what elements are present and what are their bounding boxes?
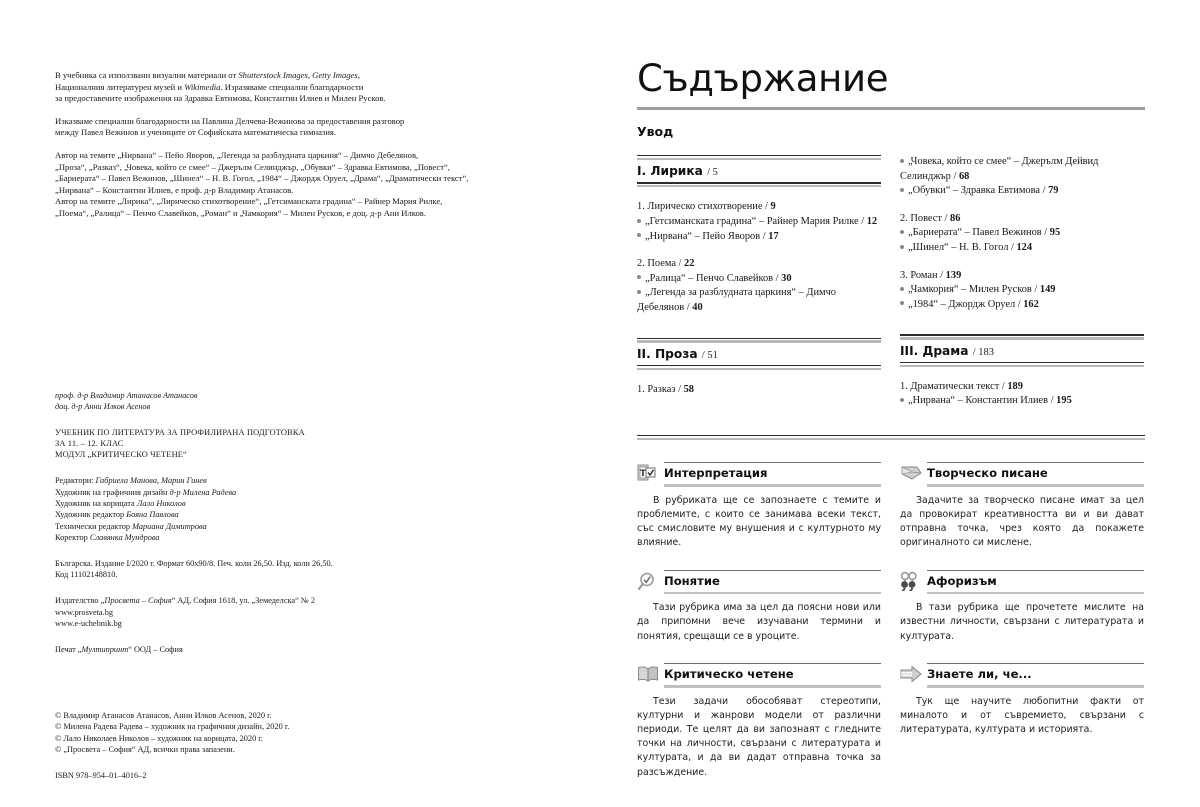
book-with-checkmark-icon: [637, 463, 662, 483]
toc-right-column: [900, 155, 1144, 409]
toc-item-label: „Ралица“ – Пенчо Славейков /: [645, 272, 782, 284]
toc-item[interactable]: [900, 226, 1144, 241]
toc-group: [637, 257, 881, 315]
thanks-paragraph: [55, 116, 525, 139]
toc-item-label: 3. Роман /: [900, 269, 946, 281]
toc-item-label: „Чамкория“ – Милен Русков /: [908, 284, 1040, 296]
bullet-icon: [900, 159, 904, 163]
staff-person: Бояна Павлова: [126, 510, 179, 520]
toc-item-label: „Бариерата“ – Павел Вежинов /: [908, 227, 1050, 239]
table-of-contents-page: [637, 58, 1145, 799]
topic-authors-line-4: „Нирвана“ – Константин Илиев, е проф. д-р Владимир Атанасов.: [55, 184, 294, 195]
rubric-aphorism: [900, 570, 1144, 644]
svg-text:T: T: [639, 469, 647, 480]
toc-item-page: 86: [950, 212, 961, 224]
printer-info: [55, 644, 525, 655]
toc-item-label: „Шинел“ – Н. В. Гогол /: [908, 241, 1017, 253]
rubric-body: В рубриката ще се запознаете с темите и проблемите, с които се занимава всеки текст, със смисловите му внушения и с културното му влияние.: [637, 494, 881, 549]
toc-item[interactable]: [637, 272, 881, 287]
toc-group: [900, 269, 1144, 313]
staff-row: [55, 498, 525, 509]
toc-item-label: „1984“ – Джордж Оруел /: [908, 298, 1024, 310]
section-rule: [900, 362, 1144, 367]
section-rule: [900, 334, 1144, 339]
arrow-right-icon: [900, 664, 925, 684]
toc-item-label: 1. Лирическо стихотворение /: [637, 201, 771, 213]
toc-item[interactable]: [900, 394, 1144, 409]
rubric-header: [900, 664, 1144, 684]
image-credits-paragraph: [55, 70, 525, 105]
toc-item-page: 9: [770, 201, 776, 213]
print-run-info: [55, 558, 525, 581]
bullet-icon: [900, 230, 904, 234]
printer-name: Мултипринт: [81, 644, 129, 654]
printer-suffix: “ ООД – София: [128, 644, 183, 654]
toc-item-page: 149: [1039, 284, 1056, 296]
toc-item-page: 124: [1016, 241, 1033, 253]
rubric-body: Задачите за творческо писане имат за цел да провокират креативността ви и ви дават отправна точка, чрез която да покажете оригиналното си мислене.: [900, 494, 1144, 549]
rubrics-divider: [637, 435, 1145, 440]
author-name-1: проф. д-р Владимир Атанасов Атанасов: [55, 390, 198, 400]
staff-role: Художник на графичния дизайн: [55, 487, 170, 497]
rubric-header: [637, 571, 881, 591]
bullet-icon: [637, 290, 641, 294]
toc-group: [637, 383, 881, 398]
toc-item[interactable]: [900, 283, 1144, 298]
toc-item-page: 79: [1048, 185, 1059, 197]
toc-item[interactable]: [900, 241, 1144, 256]
toc-item-page: 30: [781, 272, 792, 284]
rubric-rule-bottom: [664, 592, 881, 594]
toc-item[interactable]: [900, 212, 1144, 227]
toc-item-label: „Нирвана“ – Пейо Яворов /: [645, 230, 769, 242]
publisher-prefix: Издателство „: [55, 596, 105, 606]
isbn: ISBN 978–954–01–4016–2: [55, 770, 147, 780]
toc-item-label: 2. Поема /: [637, 258, 685, 270]
pen-nib-icon: [900, 463, 925, 483]
staff-role: Художник на корицата: [55, 498, 137, 508]
rubric-rule-bottom: [927, 592, 1144, 594]
toc-item-page: 22: [684, 258, 695, 270]
toc-item[interactable]: [900, 298, 1144, 313]
staff-row: [55, 475, 525, 486]
bullet-icon: [637, 275, 641, 279]
staff-row: [55, 532, 525, 543]
rubric-body: Тази рубрика има за цел да поясни нови или да припомни вече изучавани термини и понятия, срещащи се в уроците.: [637, 602, 881, 642]
page-title: Съдържание: [637, 57, 889, 100]
rubric-did-you-know: [900, 663, 1144, 737]
publisher-suffix: “ АД, София 1618, ул. „Земеделска“ № 2: [171, 596, 315, 606]
section-rule: [637, 182, 881, 187]
publisher-info: [55, 595, 525, 629]
toc-section-label: II. Проза: [637, 346, 698, 361]
staff-role: Технически редактор: [55, 521, 133, 531]
toc-item[interactable]: [900, 380, 1144, 395]
topic-authors-line-2: „Проза“, „Разказ“, „Човека, който се смее“ – Джерълм Селинджър, „Обувки“ – Здравка Евтимова, „Повест“,: [55, 161, 450, 172]
rubric-concept: [637, 570, 881, 644]
thanks-line-2: между Павел Вежинов и учениците от Софийската математическа гимназия.: [55, 127, 337, 138]
rubric-rule-bottom: [664, 685, 881, 687]
bullet-icon: [900, 287, 904, 291]
topic-authors-line-3: „Бариерата“ – Павел Вежинов, „Шинел“ – Н. В. Гогол, „1984“ – Джордж Оруел, „Драма“, „Драматически текст“,: [55, 173, 469, 184]
rubric-rule-bottom: [927, 685, 1144, 687]
toc-item[interactable]: [637, 383, 881, 398]
rubric-title: Афоризъм: [927, 573, 997, 588]
copyright-line-4: © „Просвета – София“ АД, всички права запазени.: [55, 745, 235, 755]
toc-section-lirika[interactable]: [637, 164, 881, 178]
toc-item-page: 68: [958, 170, 970, 182]
rubric-critical-reading: [637, 663, 881, 780]
staff-person: Лало Николов: [136, 498, 186, 508]
toc-section-label: III. Драма: [900, 343, 969, 358]
production-staff-list: [55, 475, 525, 543]
toc-item-label: „Гетсиманската градина“ – Райнер Мария Рилке /: [645, 215, 867, 227]
toc-item[interactable]: [900, 155, 1144, 184]
bullet-icon: [900, 188, 904, 192]
toc-item-page: 12: [866, 215, 878, 227]
toc-section-page: / 183: [972, 346, 995, 358]
toc-item-page: 17: [768, 230, 779, 242]
toc-section-page: / 5: [707, 167, 718, 179]
rubric-header: [900, 571, 1144, 591]
toc-item[interactable]: [637, 200, 881, 215]
rubric-title: Знаете ли, че...: [927, 667, 1032, 682]
toc-item[interactable]: [637, 230, 881, 245]
toc-item-page: 58: [683, 383, 694, 395]
rubric-title: Творческо писане: [927, 466, 1048, 481]
bullet-icon: [900, 301, 904, 305]
toc-item-page: 40: [692, 301, 703, 313]
toc-group: [900, 380, 1144, 409]
toc-item[interactable]: [637, 286, 881, 315]
colophon-page: [55, 70, 525, 781]
copyright-line-3: © Лало Николаев Николов – художник на корицата, 2020 г.: [55, 733, 263, 743]
rubric-rule-bottom: [927, 484, 1144, 486]
rubric-interpretation: [637, 462, 881, 551]
toc-item-page: 95: [1049, 227, 1061, 239]
rubric-header: [637, 664, 881, 684]
staff-row: [55, 509, 525, 520]
rubric-columns: [637, 462, 1145, 799]
toc-group: [900, 155, 1144, 199]
toc-entry-intro[interactable]: Увод: [637, 124, 674, 139]
title-divider: [637, 107, 1145, 110]
toc-item-label: „Легенда за разблудната царкиня“ – Димчо Дебелянов /: [637, 287, 837, 313]
topic-authors-line-6: „Поема“, „Ралица“ – Пенчо Славейков, „Роман“ и „Чамкория“ – Милен Русков, е доц. д-р Ани Илков.: [55, 207, 426, 218]
bullet-icon: [637, 219, 641, 223]
author-names: [55, 390, 525, 412]
credits-wikimedia-italic: Wikimedia: [184, 81, 221, 92]
rubric-rule-bottom: [664, 484, 881, 486]
print-info-line-1: Българска. Издание I/2020 г. Формат 60х90/8. Печ. коли 26,50. Изд. коли 26,50.: [55, 558, 333, 568]
toc-item-page: 162: [1023, 298, 1039, 310]
toc-item[interactable]: [637, 257, 881, 272]
bullet-icon: [900, 398, 904, 402]
copyright-line-1: © Владимир Атанасов Атанасов, Анни Илков Асенов, 2020 г.: [55, 711, 272, 721]
toc-group: [637, 200, 881, 244]
staff-person: Славянка Мундрова: [89, 533, 160, 543]
rubric-title: Понятие: [664, 573, 720, 588]
toc-item-label: 2. Повест /: [900, 212, 951, 224]
rubric-right-column: [900, 462, 1144, 799]
toc-section-page: / 51: [701, 349, 718, 361]
book-title-line-1: УЧЕБНИК ПО ЛИТЕРАТУРА ЗА ПРОФИЛИРАНА ПОДГОТОВКА: [55, 427, 305, 437]
staff-row: [55, 487, 525, 498]
rubric-body: Тези задачи обособяват стереотипи, културни и жанрови модели от различни периоди. Те целят да ви запознаят с гледните точки на личности, свързани с литературата и културата, и да ви дадат отправна точка за разсъждение.: [637, 695, 881, 778]
rubric-body: В тази рубрика ще прочетете мислите на известни личности, свързани с литературата и културата.: [900, 602, 1144, 642]
rubric-header: [637, 463, 881, 483]
toc-item-page: 195: [1056, 395, 1072, 407]
publisher-name: Просвета – София: [104, 596, 172, 606]
toc-columns: [637, 155, 1145, 409]
publisher-address-line: [55, 595, 525, 606]
magnifier-with-checkmark-icon: [637, 571, 662, 591]
toc-item-label: 1. Драматически текст /: [900, 380, 1008, 392]
rubric-title: Критическо четене: [664, 667, 794, 682]
topic-authors-line-5: Автор на темите „Лирика“, „Лирическо стихотворение“, „Гетсиманската градина“ – Райнер Мария Рилке,: [55, 196, 443, 207]
staff-row: [55, 521, 525, 532]
credits-line-1a: В учебника са използвани визуални материали от: [55, 70, 239, 80]
credits-line-2a: Националния литературен музей и: [55, 81, 185, 92]
copyright-line-2: © Милена Радева Радева – художник на графичния дизайн, 2020 г.: [55, 722, 290, 732]
section-rule: [637, 365, 881, 370]
staff-person: Мариана Димитрова: [132, 521, 207, 531]
toc-item-label: „Нирвана“ – Константин Илиев /: [908, 395, 1057, 407]
section-rule: [637, 338, 881, 343]
staff-role: Художник редактор: [55, 510, 127, 520]
topic-authors-line-1: Автор на темите „Нирвана“ – Пейо Яворов, „Легенда за разблудната царкиня“ – Димчо Дебелянов,: [55, 149, 419, 160]
section-rule: [637, 155, 881, 160]
toc-item-page: 189: [1007, 380, 1023, 392]
printer-prefix: Печат „: [55, 644, 82, 654]
rubric-title: Интерпретация: [664, 466, 768, 481]
book-title-line-2: ЗА 11. – 12. КЛАС: [55, 438, 124, 448]
credits-line-3: за предоставените изображения на Здравка Евтимова, Константин Илиев и Милен Русков.: [55, 93, 386, 104]
rubric-body: Тук ще научите любопитни факти от миналото и от съвремието, свързани с литературата, културата и историята.: [900, 695, 1144, 735]
toc-left-column: [637, 155, 881, 409]
topic-authors-paragraph: [55, 150, 525, 220]
staff-person: Габриела Манова, Марин Гинев: [95, 476, 207, 486]
staff-role: Редактори:: [55, 476, 96, 486]
credits-sources-italic: Shutterstock Images, Getty Images,: [238, 70, 360, 80]
toc-item-label: 1. Разказ /: [637, 383, 684, 395]
bullet-icon: [900, 245, 904, 249]
rubric-header: [900, 463, 1144, 483]
quotation-marks-icon: [900, 571, 925, 591]
open-book-icon: [637, 664, 662, 684]
rubric-creative-writing: [900, 462, 1144, 551]
copyright-notices: [55, 710, 525, 756]
toc-section-proza[interactable]: [637, 347, 881, 361]
rubric-left-column: [637, 462, 881, 799]
toc-item-label: „Обувки“ – Здравка Евтимова /: [908, 185, 1049, 197]
credits-line-2b: . Изразяваме специални благодарности: [220, 81, 364, 92]
toc-group: [900, 212, 1144, 256]
toc-item[interactable]: [637, 215, 881, 230]
bullet-icon: [637, 233, 641, 237]
toc-item-label: „Човека, който се смее“ – Джерълм Дейвид Селинджър /: [900, 156, 1099, 182]
publisher-website-1[interactable]: www.prosveta.bg: [55, 607, 113, 617]
toc-item-page: 139: [945, 269, 962, 281]
book-title-line-3: МОДУЛ „КРИТИЧЕСКО ЧЕТЕНЕ“: [55, 449, 187, 459]
author-name-2: доц. д-р Анни Илков Асенов: [55, 401, 151, 411]
staff-role: Коректор: [55, 533, 90, 543]
toc-item[interactable]: [900, 184, 1144, 199]
print-info-line-2: Код 11102148810.: [55, 569, 118, 579]
publisher-website-2[interactable]: www.e-uchebnik.bg: [55, 619, 122, 629]
toc-section-drama[interactable]: [900, 344, 1144, 358]
thanks-line-1: Изказваме специални благодарности на Павлина Делчева-Вежинова за предоставения разговор: [55, 115, 405, 126]
book-title: [55, 427, 525, 461]
staff-person: д-р Милена Радева: [169, 487, 237, 497]
toc-item[interactable]: [900, 269, 1144, 284]
toc-section-label: I. Лирика: [637, 164, 703, 179]
